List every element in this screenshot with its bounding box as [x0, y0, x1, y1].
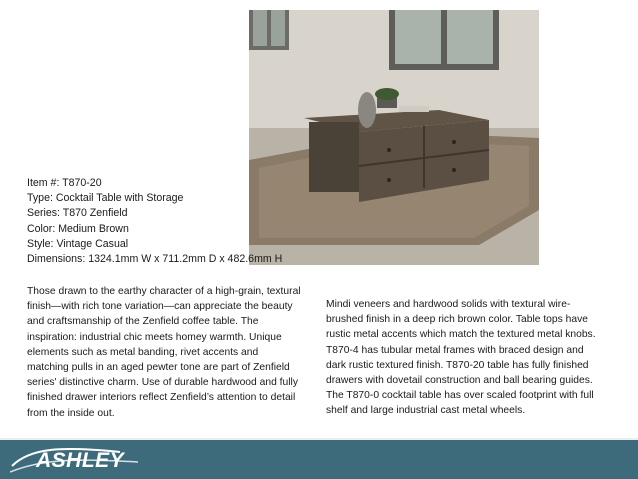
description-right: Mindi veneers and hardwood solids with textural wire-brushed finish in a deep rich brown color. Table tops have rustic metal accents which match the textured metal knobs. T870-4 has tubular metal frames with braced design and dark rustic textured finish. T870-20 table has fully finished drawers with dovetail construction and ball bearing guides. The T870-0 cocktail table has over scaled footprint with full shelf and large industrial cast metal wheels.: [326, 299, 596, 417]
description-left: Those drawn to the earthy character of a high-grain, textural finish—with rich tone variation—can appreciate the beauty and craftsmanship of the Zenfield coffee table. The inspiration: industrial chic meets homey warmth. Unique elements such as metal banding, rivet accents and matching pulls in an aged pewter tone are part of Zenfield series' distinctive charm. Use of durable hardwood and fully finished drawer interiors reflect Zenfield’s attention to detail from the inside out.: [27, 286, 301, 419]
spec-style: Style: Vintage Casual: [27, 237, 129, 250]
product-specs: [27, 176, 327, 267]
spec-type: Type: Cocktail Table with Storage: [27, 192, 184, 205]
spec-dimensions: Dimensions: 1324.1mm W x 711.2mm D x 482.6mm H: [27, 253, 283, 266]
spec-color: Color: Medium Brown: [27, 222, 129, 235]
spec-series: Series: T870 Zenfield: [27, 207, 128, 220]
ashley-logo: [10, 442, 140, 478]
brand-name: ASHLEY: [36, 449, 125, 472]
spec-item-number: Item #: T870-20: [27, 177, 102, 189]
